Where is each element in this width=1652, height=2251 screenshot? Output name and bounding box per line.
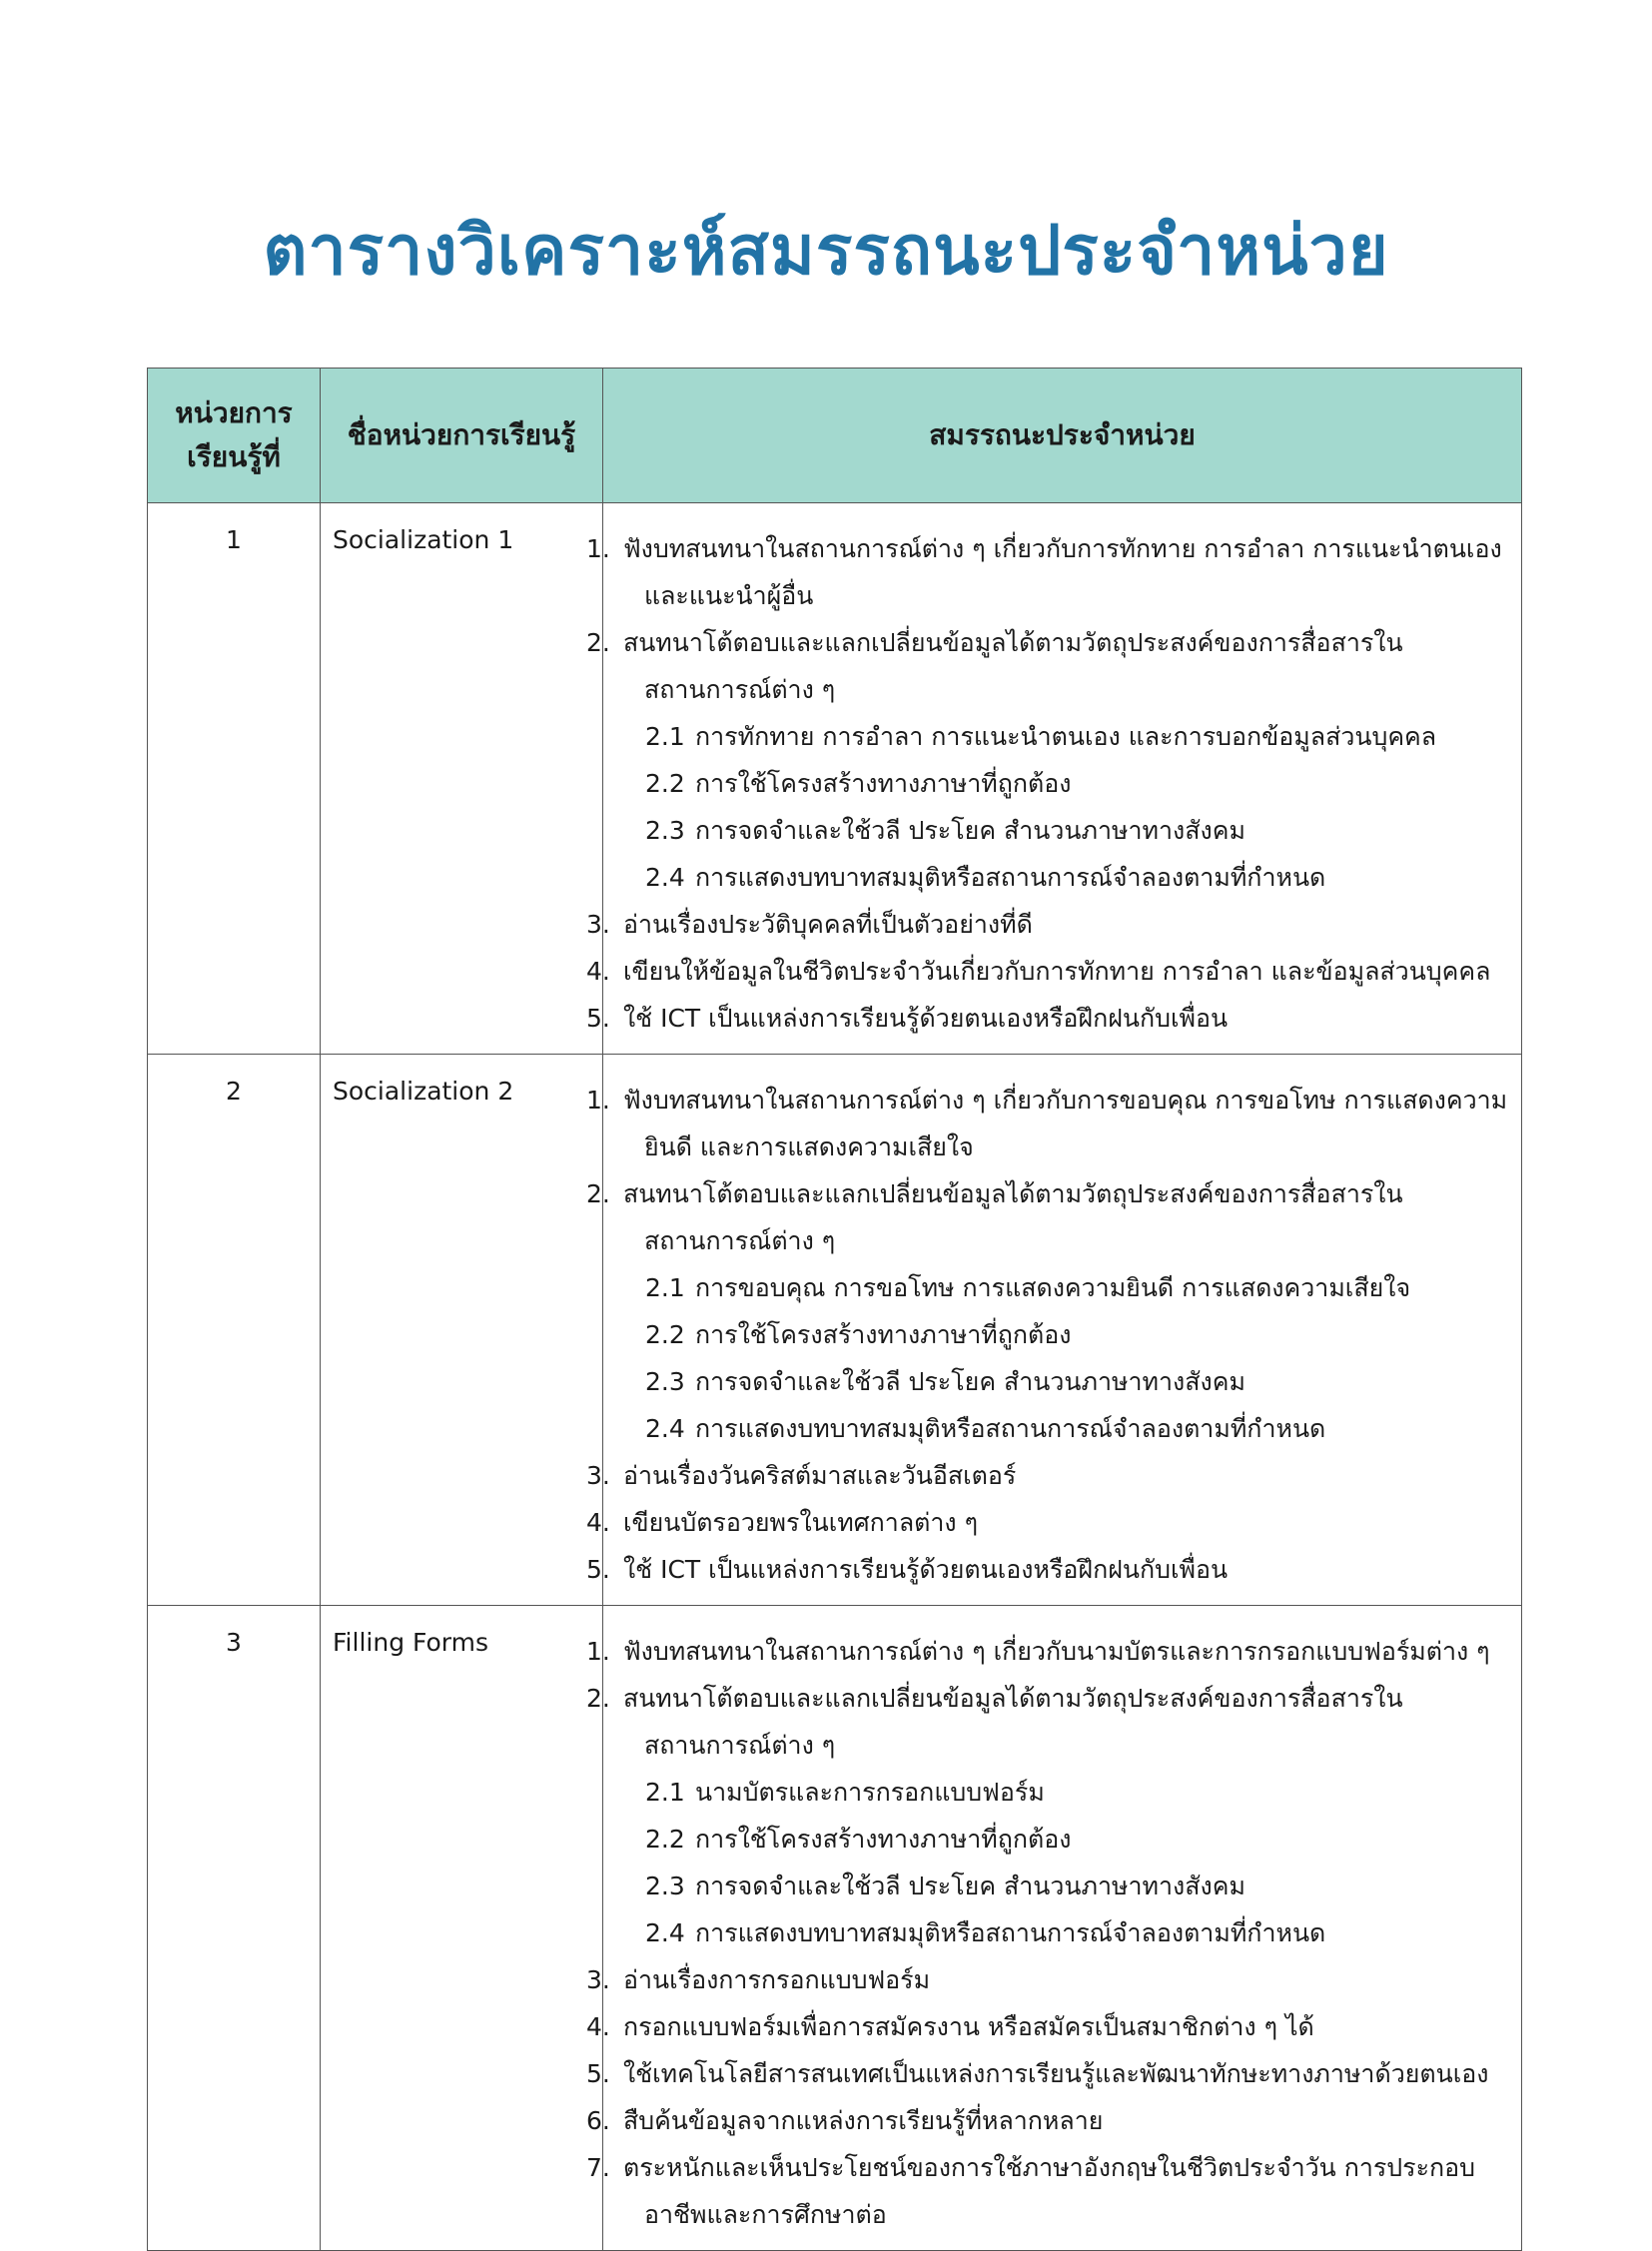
competency-number: 2.3: [645, 1367, 685, 1396]
competency-text: กรอกแบบฟอร์มเพื่อการสมัครงาน หรือสมัครเป็นสมาชิกต่าง ๆ ได้: [622, 2012, 1314, 2041]
competency-number: 2.3: [645, 1872, 685, 1900]
competency-text: การจดจำและใช้วลี ประโยค สำนวนภาษาทางสังคม: [695, 1367, 1245, 1396]
competency-item: 2. สนทนาโต้ตอบและแลกเปลี่ยนข้อมูลได้ตามวัตถุประสงค์ของการสื่อสารในสถานการณ์ต่าง ๆ: [586, 1179, 1403, 1255]
table-row: [148, 503, 1522, 1055]
header-competencies: สมรรถนะประจำหน่วย: [603, 369, 1522, 503]
competency-number: 2.4: [645, 863, 685, 892]
competency-subitem: [615, 854, 1511, 901]
competency-number: 2.1: [645, 1778, 685, 1807]
competency-item: 4. เขียนให้ข้อมูลในชีวิตประจำวันเกี่ยวกับการทักทาย การอำลา และข้อมูลส่วนบุคคล: [586, 957, 1491, 986]
competency-text: การใช้โครงสร้างทางภาษาที่ถูกต้อง: [695, 1825, 1072, 1854]
competency-subitem: [615, 1863, 1511, 1909]
competency-text: การใช้โครงสร้างทางภาษาที่ถูกต้อง: [695, 1320, 1072, 1349]
competency-text: การขอบคุณ การขอโทษ การแสดงความยินดี การแสดงความเสียใจ: [695, 1273, 1411, 1302]
competency-item: 3. อ่านเรื่องวันคริสต์มาสและวันอีสเตอร์: [586, 1461, 1017, 1490]
competency-item: 1. ฟังบทสนทนาในสถานการณ์ต่าง ๆ เกี่ยวกับนามบัตรและการกรอกแบบฟอร์มต่าง ๆ: [586, 1637, 1490, 1666]
competency-item: 5. ใช้ ICT เป็นแหล่งการเรียนรู้ด้วยตนเองหรือฝึกฝนกับเพื่อน: [586, 1555, 1229, 1584]
competency-list: [586, 1055, 1522, 1606]
competency-number: 2.2: [645, 1320, 685, 1349]
competency-text: อ่านเรื่องการกรอกแบบฟอร์ม: [622, 1965, 931, 1994]
competency-text: ตระหนักและเห็นประโยชน์ของการใช้ภาษาอังกฤษในชีวิตประจำวัน การประกอบอาชีพและการศึกษาต่อ: [622, 2153, 1476, 2229]
competency-item: 1. ฟังบทสนทนาในสถานการณ์ต่าง ๆ เกี่ยวกับการขอบคุณ การขอโทษ การแสดงความยินดี และการแสดงความเสียใจ: [586, 1086, 1508, 1161]
unit-name-cell: Socialization 2: [321, 1055, 603, 1606]
competency-number: 2.2: [645, 769, 685, 798]
competency-text: ใช้ ICT เป็นแหล่งการเรียนรู้ด้วยตนเองหรือฝึกฝนกับเพื่อน: [622, 1004, 1229, 1033]
header-unit-no: หน่วยการเรียนรู้ที่: [148, 369, 321, 503]
competency-item: 6. สืบค้นข้อมูลจากแหล่งการเรียนรู้ที่หลากหลาย: [586, 2106, 1104, 2135]
competency-text: การแสดงบทบาทสมมุติหรือสถานการณ์จำลองตามที่กำหนด: [695, 1414, 1326, 1443]
competency-item: 2. สนทนาโต้ตอบและแลกเปลี่ยนข้อมูลได้ตามวัตถุประสงค์ของการสื่อสารในสถานการณ์ต่าง ๆ: [586, 1684, 1403, 1760]
competency-text: เขียนบัตรอวยพรในเทศกาลต่าง ๆ: [622, 1508, 979, 1537]
competency-item: 5. ใช้ ICT เป็นแหล่งการเรียนรู้ด้วยตนเองหรือฝึกฝนกับเพื่อน: [586, 1004, 1229, 1033]
competency-analysis-table: [147, 368, 1522, 2251]
competency-item: 3. อ่านเรื่องการกรอกแบบฟอร์ม: [586, 1965, 931, 1994]
competency-list: [586, 1606, 1522, 2251]
competency-number: 2.4: [645, 1414, 685, 1443]
competency-item: 4. เขียนบัตรอวยพรในเทศกาลต่าง ๆ: [586, 1508, 979, 1537]
competency-text: การใช้โครงสร้างทางภาษาที่ถูกต้อง: [695, 769, 1072, 798]
table-row: [148, 1606, 1522, 2251]
competency-item: 4. กรอกแบบฟอร์มเพื่อการสมัครงาน หรือสมัครเป็นสมาชิกต่าง ๆ ได้: [586, 2012, 1314, 2041]
competency-number: 2.1: [645, 722, 685, 751]
table-header-row: [148, 369, 1522, 503]
competency-item: 5. ใช้เทคโนโลยีสารสนเทศเป็นแหล่งการเรียนรู้และพัฒนาทักษะทางภาษาด้วยตนเอง: [586, 2059, 1489, 2088]
page-title: ตารางวิเคราะห์สมรรถนะประจำหน่วย: [263, 212, 1389, 291]
competency-text: สนทนาโต้ตอบและแลกเปลี่ยนข้อมูลได้ตามวัตถุประสงค์ของการสื่อสารในสถานการณ์ต่าง ๆ: [622, 1684, 1403, 1760]
competency-number: 2.2: [645, 1825, 685, 1854]
competency-text: ใช้ ICT เป็นแหล่งการเรียนรู้ด้วยตนเองหรือฝึกฝนกับเพื่อน: [622, 1555, 1229, 1584]
competency-subitem: [615, 1311, 1511, 1358]
competency-text: นามบัตรและการกรอกแบบฟอร์ม: [695, 1778, 1045, 1807]
competency-text: สนทนาโต้ตอบและแลกเปลี่ยนข้อมูลได้ตามวัตถุประสงค์ของการสื่อสารในสถานการณ์ต่าง ๆ: [622, 628, 1403, 704]
competency-subitem: [615, 1816, 1511, 1863]
competency-text: ใช้เทคโนโลยีสารสนเทศเป็นแหล่งการเรียนรู้และพัฒนาทักษะทางภาษาด้วยตนเอง: [622, 2059, 1489, 2088]
competency-subitem: [615, 1264, 1511, 1311]
competency-subitem: [615, 760, 1511, 807]
competency-subitem: [615, 807, 1511, 854]
competency-number: 2.4: [645, 1918, 685, 1947]
competency-text: การแสดงบทบาทสมมุติหรือสถานการณ์จำลองตามที่กำหนด: [695, 863, 1326, 892]
competency-subitem: [615, 1405, 1511, 1452]
competency-text: การจดจำและใช้วลี ประโยค สำนวนภาษาทางสังคม: [695, 1872, 1245, 1900]
unit-number-cell: 1: [148, 503, 321, 1055]
table-row: [148, 1055, 1522, 1606]
competency-subitem: [615, 713, 1511, 760]
competency-number: 2.3: [645, 816, 685, 845]
competency-item: 1. ฟังบทสนทนาในสถานการณ์ต่าง ๆ เกี่ยวกับการทักทาย การอำลา การแนะนำตนเองและแนะนำผู้อื่น: [586, 534, 1502, 610]
competency-item: 3. อ่านเรื่องประวัติบุคคลที่เป็นตัวอย่างที่ดี: [586, 910, 1033, 939]
competency-text: สืบค้นข้อมูลจากแหล่งการเรียนรู้ที่หลากหลาย: [622, 2106, 1104, 2135]
competency-text: อ่านเรื่องวันคริสต์มาสและวันอีสเตอร์: [622, 1461, 1017, 1490]
competency-text: ฟังบทสนทนาในสถานการณ์ต่าง ๆ เกี่ยวกับนามบัตรและการกรอกแบบฟอร์มต่าง ๆ: [622, 1637, 1490, 1666]
competency-text: ฟังบทสนทนาในสถานการณ์ต่าง ๆ เกี่ยวกับการทักทาย การอำลา การแนะนำตนเองและแนะนำผู้อื่น: [622, 534, 1502, 610]
competency-text: อ่านเรื่องประวัติบุคคลที่เป็นตัวอย่างที่ดี: [622, 910, 1033, 939]
unit-name-cell: Socialization 1: [321, 503, 603, 1055]
competency-text: การแสดงบทบาทสมมุติหรือสถานการณ์จำลองตามที่กำหนด: [695, 1918, 1326, 1947]
competency-number: 2.1: [645, 1273, 685, 1302]
competency-text: ฟังบทสนทนาในสถานการณ์ต่าง ๆ เกี่ยวกับการขอบคุณ การขอโทษ การแสดงความยินดี และการแสดงความเสียใจ: [622, 1086, 1508, 1161]
competency-text: สนทนาโต้ตอบและแลกเปลี่ยนข้อมูลได้ตามวัตถุประสงค์ของการสื่อสารในสถานการณ์ต่าง ๆ: [622, 1179, 1403, 1255]
competency-item: 7. ตระหนักและเห็นประโยชน์ของการใช้ภาษาอังกฤษในชีวิตประจำวัน การประกอบอาชีพและการศึกษาต่อ: [586, 2153, 1476, 2229]
unit-number-cell: 2: [148, 1055, 321, 1606]
competency-subitem: [615, 1909, 1511, 1956]
unit-number-cell: 3: [148, 1606, 321, 2251]
header-unit-name: ชื่อหน่วยการเรียนรู้: [321, 369, 603, 503]
competency-list: [586, 503, 1522, 1055]
unit-name-cell: Filling Forms: [321, 1606, 603, 2251]
competency-item: 2. สนทนาโต้ตอบและแลกเปลี่ยนข้อมูลได้ตามวัตถุประสงค์ของการสื่อสารในสถานการณ์ต่าง ๆ: [586, 628, 1403, 704]
competency-text: การทักทาย การอำลา การแนะนำตนเอง และการบอกข้อมูลส่วนบุคคล: [695, 722, 1437, 751]
competency-subitem: [615, 1358, 1511, 1405]
competency-text: การจดจำและใช้วลี ประโยค สำนวนภาษาทางสังคม: [695, 816, 1245, 845]
competency-text: เขียนให้ข้อมูลในชีวิตประจำวันเกี่ยวกับการทักทาย การอำลา และข้อมูลส่วนบุคคล: [622, 957, 1491, 986]
competency-subitem: [615, 1769, 1511, 1816]
